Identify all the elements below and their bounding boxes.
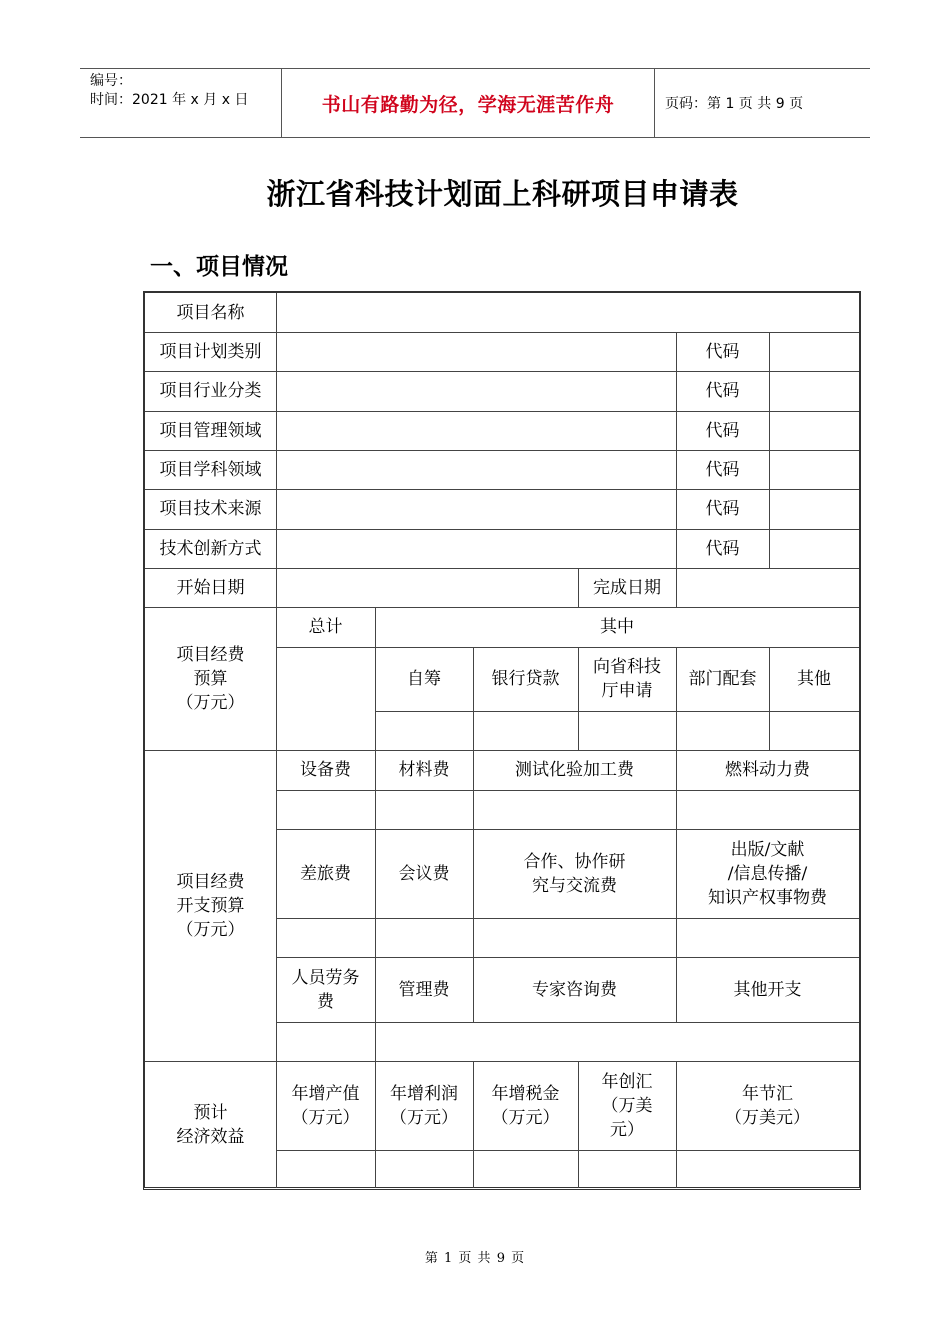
label-materials: 材料费	[398, 760, 450, 780]
other-expense-field[interactable]	[677, 1023, 859, 1061]
labor-line-1: 人员劳务	[291, 967, 360, 988]
fx-earn-line-1: 年创汇	[601, 1071, 653, 1092]
output-line-1: 年增产值	[291, 1083, 360, 1104]
label-code: 代码	[705, 499, 740, 519]
label-start-date: 开始日期	[176, 577, 245, 598]
bank-loan-field[interactable]	[474, 712, 578, 750]
label-code: 代码	[705, 381, 740, 401]
expense-line-1: 项目经费	[176, 871, 245, 892]
materials-field[interactable]	[376, 791, 473, 829]
label-management-field: 项目管理领域	[159, 420, 262, 441]
travel-field[interactable]	[277, 919, 375, 957]
label-code: 代码	[705, 341, 740, 362]
label-publication	[676, 829, 859, 918]
header-motto: 书山有路勤为径，学海无涯苦作舟	[281, 69, 655, 137]
application-form	[143, 291, 861, 1190]
fx-save-line-1: 年节汇	[742, 1083, 793, 1104]
output-line-2: （万元）	[291, 1107, 360, 1128]
label-self-raised: 自筹	[407, 669, 441, 689]
label-fx-savings	[676, 1061, 859, 1150]
meeting-field[interactable]	[376, 919, 473, 957]
management-field-code-field[interactable]	[770, 411, 859, 450]
fuel-power-field[interactable]	[677, 791, 859, 829]
budget-line-2: 预算	[193, 668, 228, 689]
label-labor	[276, 957, 375, 1022]
label-economic-benefit	[145, 1061, 276, 1188]
label-budget	[145, 607, 276, 750]
expense-line-3: （万元）	[176, 919, 245, 940]
label-management-fee: 管理费	[398, 979, 450, 1000]
equipment-field[interactable]	[277, 791, 375, 829]
output-value-field[interactable]	[277, 1151, 375, 1188]
provincial-line-2: 厅申请	[601, 681, 653, 701]
budget-total-field[interactable]	[277, 648, 375, 750]
budget-line-1: 项目经费	[176, 644, 245, 665]
fx-earnings-field[interactable]	[579, 1151, 676, 1188]
label-other-expense: 其他开支	[733, 979, 802, 1000]
page-header	[80, 68, 870, 138]
tax-field[interactable]	[474, 1151, 578, 1188]
tax-line-2: （万元）	[491, 1107, 560, 1128]
label-travel: 差旅费	[300, 863, 351, 884]
testing-field[interactable]	[474, 791, 676, 829]
discipline-field-input[interactable]	[277, 450, 676, 489]
innovation-mode-code-field[interactable]	[770, 529, 859, 568]
label-provincial-application	[578, 647, 676, 711]
label-end-date: 完成日期	[593, 577, 661, 598]
project-name-field[interactable]	[277, 293, 859, 332]
pub-line-1: 出版/文献	[730, 839, 805, 860]
plan-category-code-field[interactable]	[770, 332, 859, 371]
tech-source-field[interactable]	[277, 489, 676, 529]
label-code: 代码	[705, 538, 740, 559]
label-output-value	[276, 1061, 375, 1150]
label-discipline-field: 项目学科领域	[159, 459, 262, 480]
tech-source-code-field[interactable]	[770, 489, 859, 529]
cooperation-field[interactable]	[474, 919, 676, 957]
label-of-which: 其中	[600, 617, 634, 637]
label-code: 代码	[705, 420, 740, 441]
fx-savings-field[interactable]	[677, 1151, 859, 1188]
fx-save-line-2: （万美元）	[725, 1107, 810, 1128]
industry-category-code-field[interactable]	[770, 371, 859, 411]
provincial-application-field[interactable]	[579, 712, 676, 750]
time-label: 时间：2021 年 x 月 x 日	[90, 92, 249, 108]
other-budget-field[interactable]	[770, 712, 859, 750]
label-bank-loan: 银行贷款	[491, 669, 560, 689]
label-innovation-mode: 技术创新方式	[159, 538, 262, 559]
coop-line-2: 究与交流费	[532, 875, 617, 896]
label-fx-earnings	[578, 1061, 676, 1150]
publication-field[interactable]	[677, 919, 859, 957]
provincial-line-1: 向省科技	[593, 657, 661, 677]
section-title: 一、项目情况	[150, 254, 288, 280]
document-title: 浙江省科技计划面上科研项目申请表	[266, 177, 739, 211]
pub-line-2: /信息传播/	[727, 863, 808, 884]
label-total: 总计	[308, 617, 343, 637]
label-project-name: 项目名称	[176, 302, 245, 323]
discipline-code-field[interactable]	[770, 450, 859, 489]
label-expense-budget	[145, 750, 276, 1061]
header-meta	[80, 69, 280, 137]
budget-line-3: （万元）	[176, 692, 245, 713]
profit-line-1: 年增利润	[390, 1083, 458, 1104]
profit-line-2: （万元）	[390, 1107, 458, 1128]
labor-line-2: 费	[317, 991, 334, 1012]
label-tax	[473, 1061, 578, 1150]
management-field-input[interactable]	[277, 411, 676, 450]
consulting-field[interactable]	[474, 1023, 676, 1061]
end-date-field[interactable]	[677, 568, 859, 607]
fx-earn-line-3: 元）	[610, 1119, 644, 1140]
label-code: 代码	[705, 459, 740, 480]
benefit-line-2: 经济效益	[176, 1126, 245, 1147]
label-plan-category: 项目计划类别	[159, 341, 262, 362]
label-industry-category: 项目行业分类	[159, 381, 262, 401]
pub-line-3: 知识产权事物费	[708, 887, 827, 908]
profit-field[interactable]	[376, 1151, 473, 1188]
number-label: 编号：	[90, 73, 132, 89]
label-cooperation	[473, 829, 676, 918]
label-profit	[375, 1061, 473, 1150]
label-other: 其他	[797, 669, 831, 689]
header-page-info: 页码：第 1 页 共 9 页	[665, 96, 804, 112]
label-meeting: 会议费	[398, 863, 450, 884]
dept-matching-field[interactable]	[677, 712, 769, 750]
industry-category-field[interactable]	[277, 371, 676, 411]
plan-category-field[interactable]	[277, 332, 676, 371]
start-date-field[interactable]	[277, 568, 578, 607]
benefit-line-1: 预计	[193, 1102, 228, 1123]
expense-line-2: 开支预算	[176, 895, 245, 916]
labor-field[interactable]	[277, 1023, 375, 1061]
label-testing: 测试化验加工费	[515, 760, 634, 780]
management-fee-field[interactable]	[376, 1023, 473, 1061]
innovation-mode-field[interactable]	[277, 529, 676, 568]
label-equipment: 设备费	[300, 760, 351, 780]
label-tech-source: 项目技术来源	[159, 499, 262, 519]
label-fuel-power: 燃料动力费	[725, 760, 810, 780]
tax-line-1: 年增税金	[491, 1083, 560, 1104]
self-raised-field[interactable]	[376, 712, 473, 750]
page-footer: 第 1 页 共 9 页	[424, 1251, 526, 1266]
label-consulting: 专家咨询费	[532, 979, 617, 1000]
coop-line-1: 合作、协作研	[523, 851, 626, 872]
fx-earn-line-2: （万美	[601, 1095, 653, 1116]
label-dept-matching: 部门配套	[688, 669, 757, 689]
